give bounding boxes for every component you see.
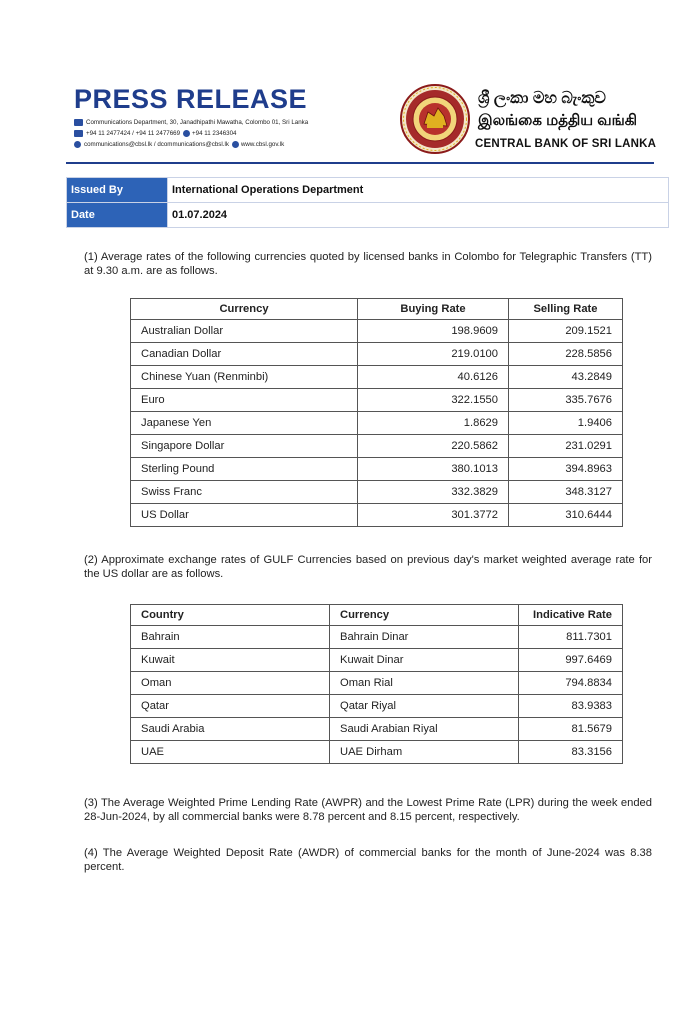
section-3-text — [84, 796, 652, 824]
tt-rates-table — [130, 298, 623, 527]
section-4-text — [84, 846, 652, 874]
phone-line — [74, 130, 237, 137]
country-cell: Qatar — [131, 695, 330, 718]
bank-name-tamil: இலங்கை மத்திய வங்கி — [478, 112, 638, 129]
tt-rate-row — [131, 320, 623, 343]
currency-cell: Australian Dollar — [131, 320, 358, 343]
gulf-currency-cell: Bahrain Dinar — [330, 626, 519, 649]
fax-icon — [183, 130, 190, 137]
gulf-rate-row — [131, 672, 623, 695]
date-value: 01.07.2024 — [168, 203, 669, 228]
buying-rate-cell: 219.0100 — [358, 343, 509, 366]
buying-rate-cell: 380.1013 — [358, 458, 509, 481]
tt-rates-body — [131, 320, 623, 527]
buying-rate-cell: 1.8629 — [358, 412, 509, 435]
currency-cell: Japanese Yen — [131, 412, 358, 435]
gulf-rate-row — [131, 741, 623, 764]
col-header-selling: Selling Rate — [509, 299, 623, 320]
section-1-body: Average rates of the following currencies quoted by licensed banks in Colombo for Telegraphic Transfers (TT) at 9.30 a.m. are as follows. — [84, 251, 652, 277]
section-3-body: The Average Weighted Prime Lending Rate (AWPR) and the Lowest Prime Rate (LPR) during the week ended 28-Jun-2024, by all commercial banks were 8.78 percent and 8.15 percent, respectively. — [84, 797, 652, 823]
gulf-rate-row — [131, 626, 623, 649]
section-4-number: (4) — [84, 847, 98, 859]
website-text[interactable]: www.cbsl.gov.lk — [240, 141, 285, 149]
currency-cell: Euro — [131, 389, 358, 412]
currency-cell: US Dollar — [131, 504, 358, 527]
email-text[interactable]: communications@cbsl.lk / dcommunications@cbsl.lk — [84, 141, 229, 149]
col-header-indicative-rate: Indicative Rate — [519, 605, 623, 626]
address-text: Communications Department, 30, Janadhipathi Mawatha, Colombo 01, Sri Lanka — [86, 119, 309, 127]
selling-rate-cell: 310.6444 — [509, 504, 623, 527]
col-header-gulf-currency: Currency — [330, 605, 519, 626]
section-1-number: (1) — [84, 251, 98, 263]
buying-rate-cell: 301.3772 — [358, 504, 509, 527]
indicative-rate-cell: 794.8834 — [519, 672, 623, 695]
press-release-title: PRESS RELEASE — [74, 84, 308, 114]
tt-rate-row — [131, 412, 623, 435]
col-header-buying: Buying Rate — [358, 299, 509, 320]
tt-rate-row — [131, 366, 623, 389]
currency-cell: Swiss Franc — [131, 481, 358, 504]
bank-name-sinhala: ශ්‍රී ලංකා මහ බැංකුව — [478, 90, 606, 107]
bank-name-english: CENTRAL BANK OF SRI LANKA — [475, 138, 657, 150]
selling-rate-cell: 1.9406 — [509, 412, 623, 435]
buying-rate-cell: 198.9609 — [358, 320, 509, 343]
email-line — [74, 141, 284, 148]
globe-icon — [232, 141, 239, 148]
building-icon — [74, 119, 83, 126]
selling-rate-cell: 209.1521 — [509, 320, 623, 343]
selling-rate-cell: 228.5856 — [509, 343, 623, 366]
section-2-number: (2) — [84, 554, 98, 566]
gulf-rate-row — [131, 649, 623, 672]
selling-rate-cell: 394.8963 — [509, 458, 623, 481]
gulf-currency-cell: UAE Dirham — [330, 741, 519, 764]
issued-by-row — [67, 178, 669, 203]
tt-rate-row — [131, 343, 623, 366]
section-4-body: The Average Weighted Deposit Rate (AWDR) of commercial banks for the month of June-2024 was 8.38 percent. — [84, 847, 652, 873]
country-cell: Oman — [131, 672, 330, 695]
selling-rate-cell: 231.0291 — [509, 435, 623, 458]
fax-text: +94 11 2346304 — [192, 130, 237, 138]
col-header-country: Country — [131, 605, 330, 626]
country-cell: Saudi Arabia — [131, 718, 330, 741]
currency-cell: Singapore Dollar — [131, 435, 358, 458]
country-cell: Bahrain — [131, 626, 330, 649]
col-header-currency: Currency — [131, 299, 358, 320]
currency-cell: Chinese Yuan (Renminbi) — [131, 366, 358, 389]
gulf-currency-cell: Qatar Riyal — [330, 695, 519, 718]
country-cell: UAE — [131, 741, 330, 764]
section-3-number: (3) — [84, 797, 98, 809]
gulf-rates-table — [130, 604, 623, 764]
tt-rate-row — [131, 504, 623, 527]
tt-rate-row — [131, 481, 623, 504]
section-2-text — [84, 553, 652, 581]
selling-rate-cell: 348.3127 — [509, 481, 623, 504]
gulf-rate-row — [131, 695, 623, 718]
header-divider — [66, 162, 654, 164]
tt-rates-header — [131, 299, 623, 320]
tt-rate-row — [131, 435, 623, 458]
buying-rate-cell: 332.3829 — [358, 481, 509, 504]
country-cell: Kuwait — [131, 649, 330, 672]
gulf-rates-body — [131, 626, 623, 764]
gulf-currency-cell: Kuwait Dinar — [330, 649, 519, 672]
indicative-rate-cell: 811.7301 — [519, 626, 623, 649]
gulf-rates-header — [131, 605, 623, 626]
gulf-currency-cell: Saudi Arabian Riyal — [330, 718, 519, 741]
phone-text: +94 11 2477424 / +94 11 2477669 — [86, 130, 181, 138]
indicative-rate-cell: 83.3156 — [519, 741, 623, 764]
issue-meta-table — [66, 177, 669, 228]
buying-rate-cell: 322.1550 — [358, 389, 509, 412]
buying-rate-cell: 40.6126 — [358, 366, 509, 389]
address-line — [74, 119, 308, 126]
tt-rate-row — [131, 458, 623, 481]
selling-rate-cell: 43.2849 — [509, 366, 623, 389]
selling-rate-cell: 335.7676 — [509, 389, 623, 412]
issued-by-value: International Operations Department — [168, 178, 669, 203]
currency-cell: Sterling Pound — [131, 458, 358, 481]
tt-rate-row — [131, 389, 623, 412]
currency-cell: Canadian Dollar — [131, 343, 358, 366]
issued-by-label: Issued By — [67, 178, 168, 203]
cbsl-seal-logo — [400, 84, 470, 154]
phone-icon — [74, 130, 83, 137]
date-row — [67, 203, 669, 228]
indicative-rate-cell: 81.5679 — [519, 718, 623, 741]
buying-rate-cell: 220.5862 — [358, 435, 509, 458]
indicative-rate-cell: 83.9383 — [519, 695, 623, 718]
section-2-body: Approximate exchange rates of GULF Currencies based on previous day's market weighted average rate for the US dollar are as follows. — [84, 554, 652, 580]
gulf-currency-cell: Oman Rial — [330, 672, 519, 695]
indicative-rate-cell: 997.6469 — [519, 649, 623, 672]
section-1-text — [84, 250, 652, 278]
email-icon — [74, 141, 81, 148]
date-label: Date — [67, 203, 168, 228]
gulf-rate-row — [131, 718, 623, 741]
